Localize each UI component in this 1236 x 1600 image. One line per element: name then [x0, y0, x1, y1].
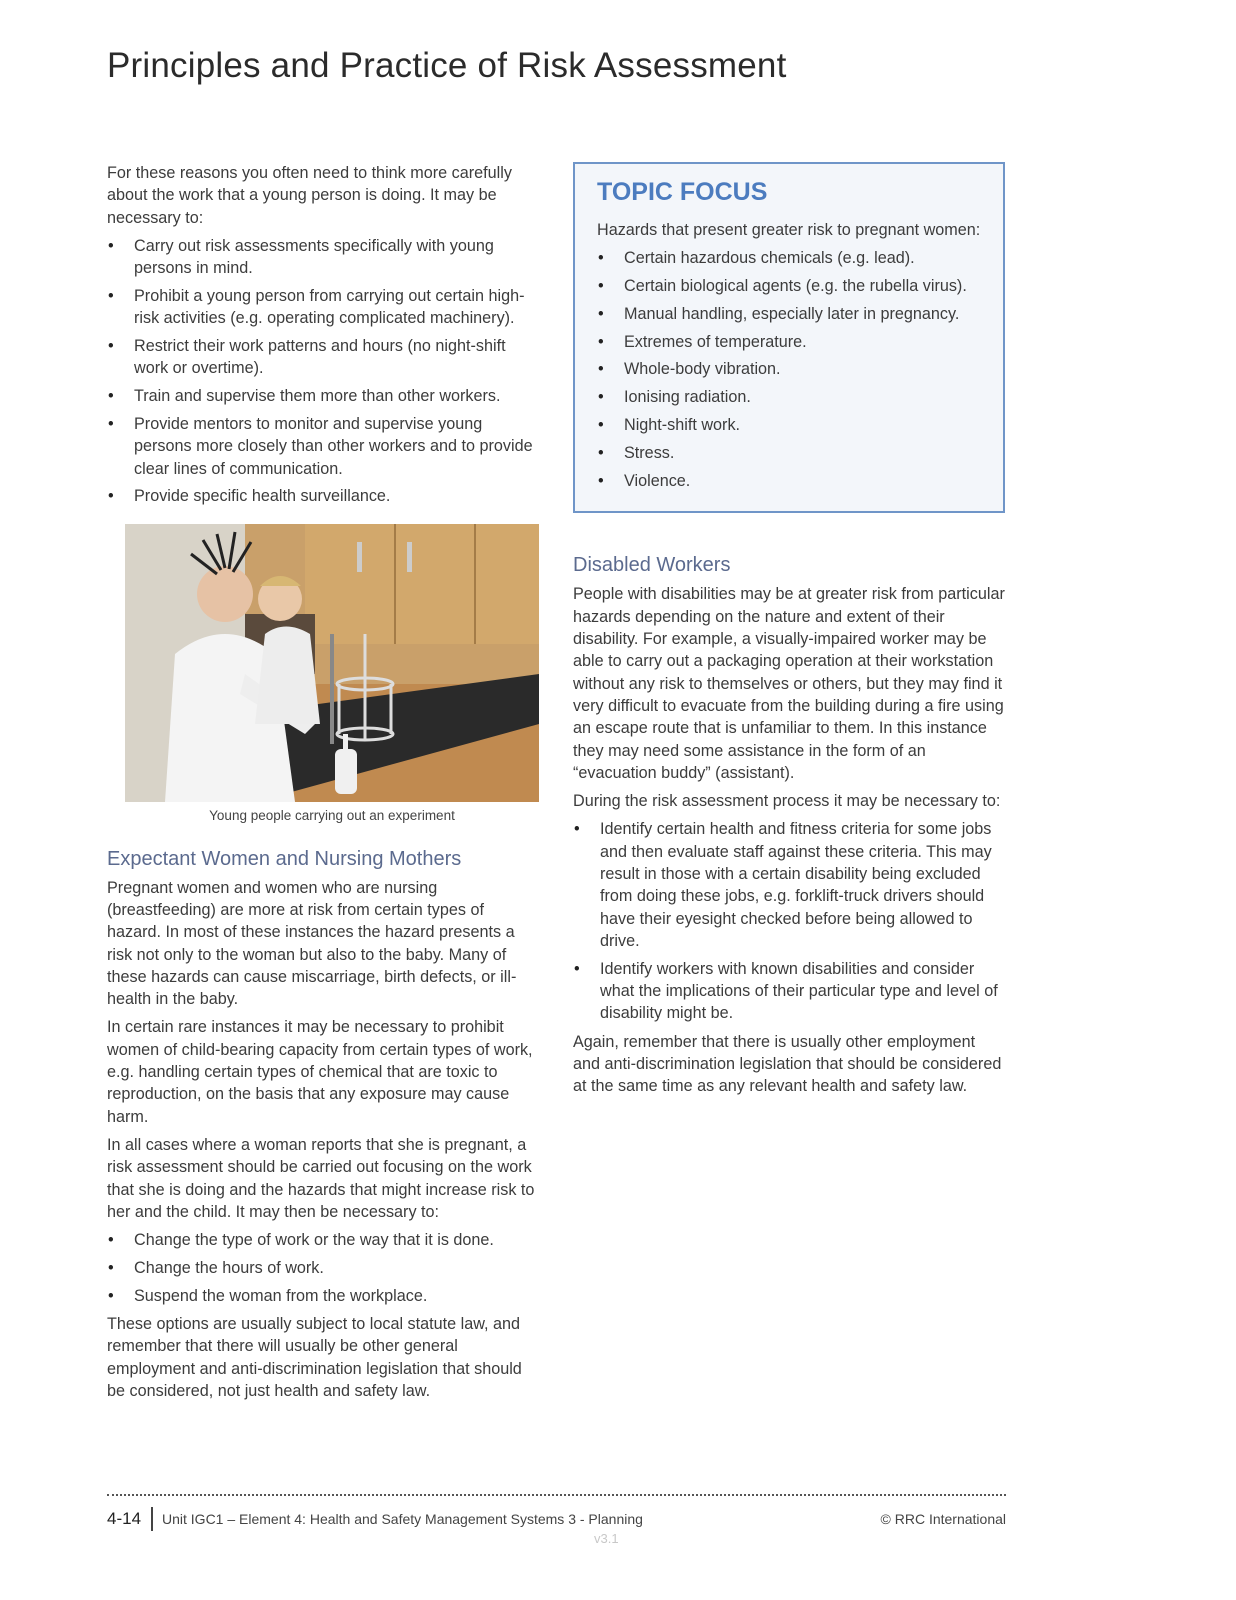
- disabled-heading: Disabled Workers: [573, 554, 731, 577]
- list-item: • Provide mentors to monitor and supervise young persons more closely than other workers and to provide clear lines of communication.: [107, 413, 539, 480]
- topic-focus-title: TOPIC FOCUS: [597, 178, 768, 206]
- list-item: • Change the type of work or the way that it is done.: [107, 1229, 539, 1251]
- list-item: • Prohibit a young person from carrying out certain high-risk activities (e.g. operating complicated machinery).: [107, 285, 539, 330]
- young-persons-list: [107, 235, 539, 508]
- expectant-paragraph-2: In certain rare instances it may be necessary to prohibit women of child-bearing capacity from certain types of work, e.g. handling certain types of chemical that are toxic to reproduction, on the basis that any exposure may cause harm.: [107, 1018, 533, 1126]
- expectant-paragraph-3: In all cases where a woman reports that she is pregnant, a risk assessment should be carried out focusing on the work that she is doing and the hazards that might increase risk to her and the child. It may then be necessary to:: [107, 1135, 535, 1221]
- list-item: • Restrict their work patterns and hours (no night-shift work or overtime).: [107, 335, 539, 380]
- list-item: • Suspend the woman from the workplace.: [107, 1285, 539, 1307]
- disabled-paragraph-2: During the risk assessment process it may be necessary to:: [573, 792, 1001, 811]
- left-column: [107, 162, 539, 1408]
- footer-separator: [151, 1507, 153, 1531]
- topic-focus-box: [573, 162, 1005, 513]
- list-item: • Identify workers with known disabilities and consider what the implications of their particular type and level of disability might be.: [573, 958, 1005, 1025]
- page-number: 4-14: [107, 1509, 142, 1528]
- copyright: © RRC International: [880, 1511, 1006, 1527]
- expectant-paragraph-1: Pregnant women and women who are nursing (breastfeeding) are more at risk from certain types of hazard. In most of these instances the hazard presents a risk not only to the woman but also to the baby. Many of these hazards can cause miscarriage, birth defects, or ill-health in the baby.: [107, 878, 517, 1009]
- expectant-paragraph-4: These options are usually subject to local statute law, and remember that there will usually be other general employment and anti-discrimination legislation that should be considered, not just health and safety law.: [107, 1315, 522, 1400]
- disabled-paragraph-1: People with disabilities may be at greater risk from particular hazards depending on the nature and extent of their disability. For example, a visually-impaired worker may be able to carry out a packaging operation at their workstation without any risk to themselves or others, but they may find it very difficult to evacuate from the building during a fire using an escape route that is unfamiliar to them. In this instance they may need some assistance in the form of an “evacuation buddy” (assistant).: [573, 585, 1005, 782]
- list-item: • Violence.: [597, 470, 981, 492]
- topic-focus-intro: Hazards that present greater risk to pregnant women:: [597, 221, 981, 239]
- right-column: [573, 162, 1005, 1104]
- list-item: • Stress.: [597, 442, 981, 464]
- list-item: • Whole-body vibration.: [597, 358, 981, 380]
- expectant-heading: Expectant Women and Nursing Mothers: [107, 847, 462, 870]
- footer: [107, 1511, 1006, 1535]
- lab-experiment-photo: [125, 524, 539, 802]
- list-item: • Manual handling, especially later in pregnancy.: [597, 303, 981, 325]
- list-item: • Ionising radiation.: [597, 386, 981, 408]
- list-item: • Night-shift work.: [597, 414, 981, 436]
- version-label: v3.1: [594, 1531, 619, 1546]
- pregnant-actions-list: [107, 1229, 539, 1307]
- topic-focus-list: [597, 247, 981, 492]
- figure: [125, 524, 539, 823]
- list-item: • Certain hazardous chemicals (e.g. lead).: [597, 247, 981, 269]
- list-item: • Change the hours of work.: [107, 1257, 539, 1279]
- disabled-paragraph-3: Again, remember that there is usually other employment and anti-discrimination legislation that should be considered at the same time as any relevant health and safety law.: [573, 1032, 1002, 1096]
- disabled-actions-list: [573, 818, 1005, 1024]
- figure-caption: Young people carrying out an experiment: [209, 807, 455, 823]
- unit-label: Unit IGC1 – Element 4: Health and Safety Management Systems 3 - Planning: [162, 1511, 643, 1527]
- young-persons-intro: For these reasons you often need to think more carefully about the work that a young person is doing. It may be necessary to:: [107, 164, 512, 227]
- list-item: • Provide specific health surveillance.: [107, 485, 539, 507]
- list-item: • Train and supervise them more than other workers.: [107, 385, 539, 407]
- footer-divider: [107, 1494, 1006, 1496]
- list-item: • Extremes of temperature.: [597, 331, 981, 353]
- list-item: • Carry out risk assessments specifically with young persons in mind.: [107, 235, 539, 280]
- list-item: • Certain biological agents (e.g. the rubella virus).: [597, 275, 981, 297]
- page-title: Principles and Practice of Risk Assessment: [107, 46, 787, 85]
- list-item: • Identify certain health and fitness criteria for some jobs and then evaluate staff against these criteria. This may result in those with a certain disability being excluded from doing these jobs, e.g. forklift-truck drivers should have their eyesight checked before being allowed to drive.: [573, 818, 1005, 952]
